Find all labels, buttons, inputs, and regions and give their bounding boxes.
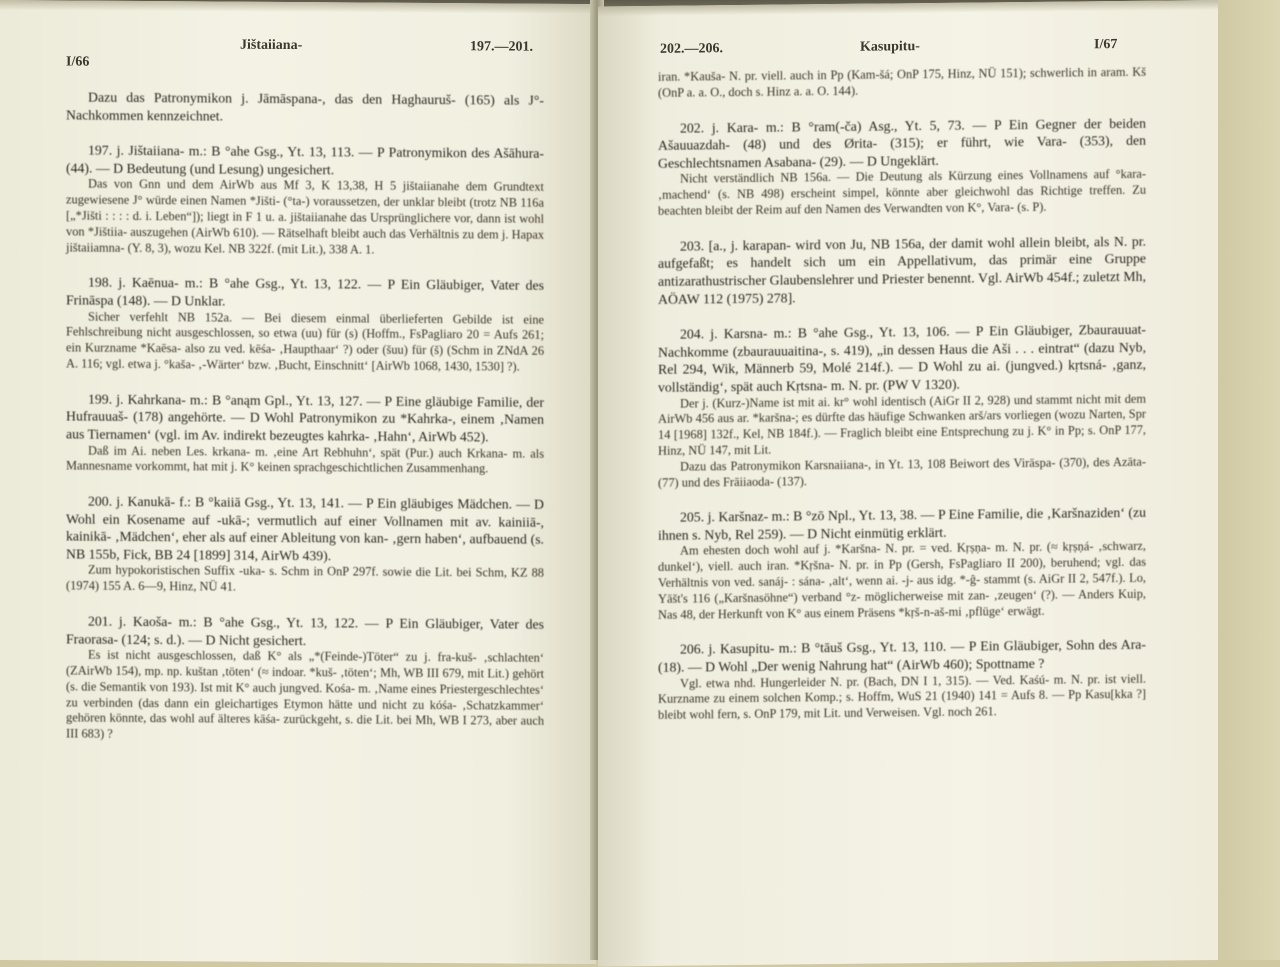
entry-205	[658, 504, 1146, 623]
entry-head: 206. j. Kasupitu- m.: B °tāuš Gsg., Yt. 13, 110. — P Ein Gläubiger, Sohn des Ara- (18). — D Wohl „Der wenig Nahrung hat“ (AirWb 460); Spottname ?	[658, 637, 1146, 675]
entry-head: 201. j. Kaoša- m.: B °ahe Gsg., Yt. 13, 122. — P Ein Gläubiger, Vater des Fraorasa- (124; s. d.). — D Nicht gesichert.	[66, 613, 544, 648]
entry-200	[66, 493, 544, 598]
entry-head: 200. j. Kanukā- f.: B °kaiiā Gsg., Yt. 13, 141. — P Ein gläubiges Mädchen. — D Wohl ein Kosename auf -ukā-; vermutlich auf einer Vollnamen mit av. kainiiā-, kainikā- ‚Mädchen‘, eher als auf einer Ableitung von kan- ‚gern haben‘, aufbauend (s. NB 155b, Fick, BB 24 [1899] 314, AirWb 439).	[66, 493, 544, 564]
background-right-edge	[1210, 0, 1280, 960]
entry-head: 199. j. Kahrkana- m.: B °anąm Gpl., Yt. 13, 127. — P Eine gläubige Familie, der Hufrauuaš- (178) angehörte. — D Wohl Patronymikon zu *Kahrka-, einem ‚Namen aus Tiernamen‘ (vgl. im Av. indirekt bezeugtes kahrka- ‚Hahn‘, AirWb 452).	[66, 391, 544, 445]
entry-note: Zum hypokoristischen Suffix -uka- s. Schm in OnP 297f. sowie die Lit. bei Schm, KZ 88 (1974) 155 A. 6—9, Hinz, NÜ 41.	[66, 563, 544, 594]
entry-note: Dazu das Patronymikon Karsnaiiana-, in Yt. 13, 108 Beiwort des Virāspa- (370), des Azāta- (77) und des Frāiiaoda- (137).	[658, 454, 1146, 490]
left-running-title: Jištaiiana-	[240, 37, 303, 54]
left-intro: Dazu das Patronymikon j. Jāmāspana-, das den Haghauruš- (165) als J°-Nachkommen kennzeichnet.	[66, 89, 544, 124]
entry-198	[66, 274, 544, 376]
entry-206	[658, 636, 1146, 724]
entry-head: 202. j. Kara- m.: B °ram(-ča) Asg., Yt. 5, 73. — P Ein Gegner der beiden Ašauuazdah- (48) und des Ørita- (315); er führt, wie Vara- (353), den Geschlechtsnamen Asabana- (29). — D Ungeklärt.	[658, 115, 1146, 171]
entry-199	[66, 390, 544, 478]
entry-note: Es ist nicht ausgeschlossen, daß K° als „*(Feinde-)Töter“ zu j. fra-kuš- ‚schlachten‘ (ZAirWb 154), mp. np. kuštan ‚töten‘ (≈ indoar. *kuš- ‚töten‘; Mh, WB III 679, mit Lit.) gehört (s. die Semantik von 193). Ist mit K° auch jungved. Kośa- m. ‚Name eines Priestergeschlechtes‘ zu verbinden (das dann ein gleichartiges Etymon hätte und nicht zu kóśa- ‚Schatzkammer‘ gehören könnte, das wohl auf älteres kāśa- zurückgeht, s. die Lit. bei Mh, WB I 273, aber auch III 683) ?	[66, 647, 544, 742]
entry-head: 205. j. Karšnaz- m.: B °zō Npl., Yt. 13, 38. — P Eine Familie, die ‚Karšnaziden‘ (zu ihnen s. Nyb, Rel 259). — D Nicht einmütig erklärt.	[658, 505, 1146, 543]
entry-note: Daß im Ai. neben Les. krkana- m. ‚eine Art Rebhuhn‘, spät (Pur.) auch Krkana- m. als Mannesname vorkommt, hat mit j. K° keinen sprachgeschichtlichen Zusammenhang.	[66, 443, 544, 476]
entry-197	[66, 142, 544, 260]
right-page	[598, 0, 1218, 966]
right-running-title: Kasupitu-	[860, 39, 920, 55]
left-signature: I/66	[66, 54, 90, 70]
right-range: 202.—206.	[660, 41, 723, 57]
entry-203	[658, 233, 1146, 308]
entry-note: Das von Gnn und dem AirWb aus Mf 3, K 13,38, H 5 jištaiianahe dem Grundtext zugewiesene J° würde einen Namen *Jišti- (°ta-) voraussetzen, der unklar bleibt (trotz NB 116a [„*Jišti : : : : d. i. Leben“]); liegt in F 1 u. a. jištaiianahe das Ursprünglichere vor, dann ist wohl von *Jištiia- auszugehen (AirWb 610). — Rätselhaft bleibt auch das Verhältnis zu dem j. Hapax jištaiiamna- (Y. 8, 3), wozu Kel. NB 322f. (mit Lit.), 338 A. 1.	[66, 176, 544, 257]
entry-201	[66, 613, 544, 746]
left-page	[0, 0, 596, 964]
entry-note: Am ehesten doch wohl auf j. *Karšna- N. pr. = ved. Kṛṣṇa- m. N. pr. (≈ kṛṣṇá- ‚schwarz, dunkel‘), viell. auch iran. *Kṛšna- N. pr. in Pp (Gersh, FsPagliaro II 200), beruhend; vgl. das Verhältnis von ved. sanáj- : sána- ‚alt‘, wenn ai. -j- aus idg. *-ĝ- stammt (s. AiGr II 2, 547f.). Lo, Yāšt's 116 („Karšnasöhne“) verband °z- möglicherweise mit zan- ‚zeugen‘ (?). — Anders Kuip, Nas 48, der Herkunft von K° aus einem Präsens *kṛš-n-aš-mi ‚pflüge‘ erwägt.	[658, 539, 1146, 622]
carry-over-text: iran. *Kauša- N. pr. viell. auch in Pp (Kam-šá; OnP 175, Hinz, NÜ 151); schwerlich in aram. Kš (OnP a. a. O., doch s. Hinz a. a. O. 144).	[658, 64, 1146, 100]
entry-202	[658, 114, 1146, 219]
entry-head: 203. [a., j. karapan- wird von Ju, NB 156a, der damit wohl allein bleibt, als N. pr. aufgefaßt; es handelt sich um ein Appellativum, das primär eine Gruppe antizarathustrischer Glaubenslehrer und Priester benennt. Vgl. AirWb 454f.; zuletzt Mh, AÖAW 112 (1975) 278].	[658, 233, 1146, 307]
entry-head: 197. j. Jištaiiana- m.: B °ahe Gsg., Yt. 13, 113. — P Patronymikon des Ašāhura- (44). — D Bedeutung (und Lesung) ungesichert.	[66, 142, 544, 178]
entry-note: Der j. (Kurz-)Name ist mit ai. kr° wohl identisch (AiGr II 2, 928) und stammt nicht mit dem AirWb 456 aus ar. *karšna-; es dürfte das häufige Schwanken arš/ars vorliegen (wozu Narten, Spr 14 [1968] 132f., Kel, NB 184f.). — Fraglich bleibt eine Entsprechung zu j. K° in Pp; s. OnP 177, Hinz, NÜ 147, mit Lit.	[658, 391, 1146, 458]
entry-note: Nicht verständlich NB 156a. — Die Deutung als Kürzung eines Vollnamens auf °kara- ‚machend‘ (s. NB 498) erscheint simpel, könnte aber gleichwohl das Richtige treffen. Zu beachten bleibt der Reim auf den Namen des Verwandten von K°, Vara- (s. P).	[658, 167, 1146, 218]
entry-note: Sicher verfehlt NB 152a. — Bei diesem einmal überlieferten Gebilde ist eine Fehlschreibung nicht ausgeschlossen, so etwa (uu) für (s) (Hoffm., FsPagliaro 20 = Aufs 261; ein Kurzname *Kaēsa- also zu ved. kēśa- ‚Haupthaar‘ ?) oder (šuu) für (š) (Schm in ZNdA 26 A. 116; vgl. etwa j. °kaša- ‚-Wärter‘ bzw. ‚Bucht, Einschnitt‘ [AirWb 1068, 1430, 1530] ?).	[66, 309, 544, 374]
entry-204	[658, 321, 1146, 491]
left-text-column	[66, 88, 544, 753]
entry-head: 204. j. Karsna- m.: B °ahe Gsg., Yt. 13, 106. — P Ein Gläubiger, Zbaurauuat-Nachkomme (zbaurauuaitina-, s. 419), „in dessen Haus die Aši . . . eintrat“ (dazu Nyb, Rel 294, Wik, Männerb 59, Molé 214f.). — D Wohl zu ai. (jungved.) kṛtsná- ‚ganz, vollständig‘, spät auch Kṛtsna- m. N. pr. (PW V 1320).	[658, 321, 1146, 395]
entry-note: Vgl. etwa nhd. Hungerleider N. pr. (Bach, DN I 1, 315). — Ved. Kaśú- m. N. pr. ist viell. Kurzname zu einem solchen Komp.; s. Hoffm, WuS 21 (1940) 141 = Aufs 8. — Pp Kasu[kka ?] bleibt wohl fern, s. OnP 179, mit Lit. und Verweisen. Vgl. noch 261.	[658, 671, 1146, 723]
right-signature: I/67	[1094, 37, 1118, 53]
entry-head: 198. j. Kaēnua- m.: B °ahe Gsg., Yt. 13, 122. — P Ein Gläubiger, Vater des Frināspa (148). — D Unklar.	[66, 274, 544, 309]
left-range: 197.—201.	[470, 39, 533, 55]
right-text-column	[658, 65, 1146, 732]
